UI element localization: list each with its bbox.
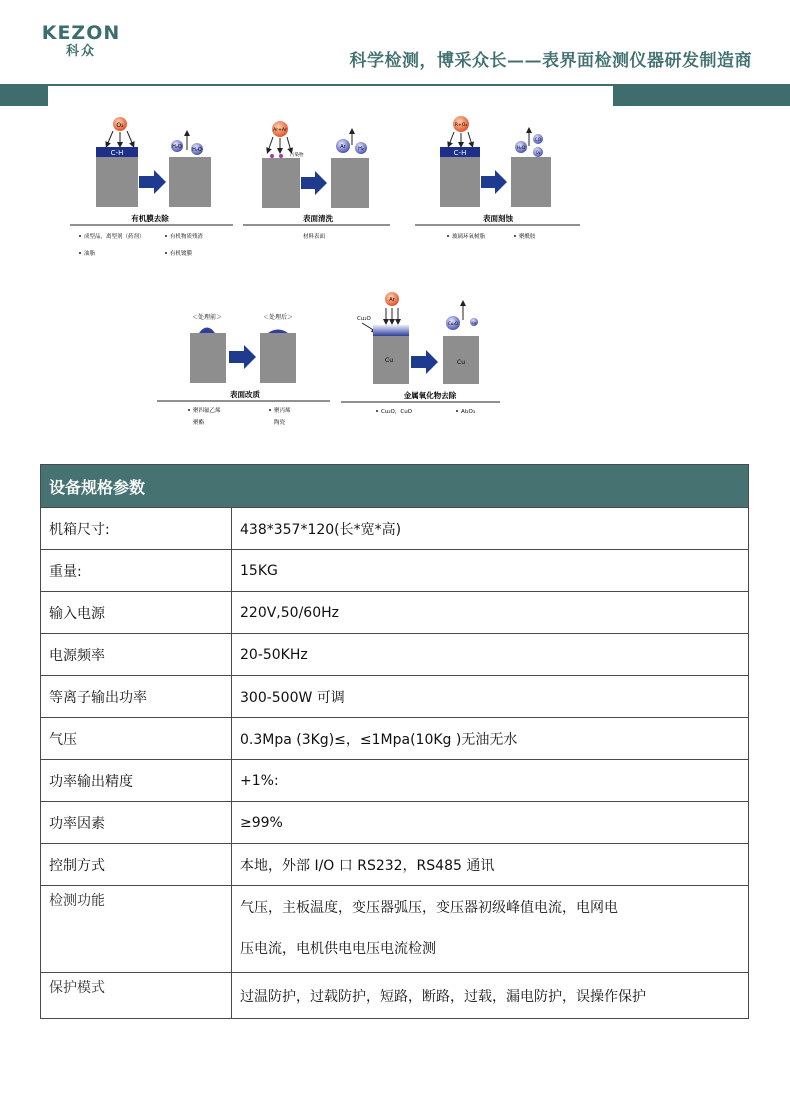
- diagram-item: 聚四氟乙烯: [193, 408, 221, 414]
- diagram-organic-film-removal: [70, 117, 233, 257]
- plasma-process-diagrams: [0, 0, 790, 440]
- spec-header-row: [41, 465, 749, 508]
- diagram-surface-cleaning: [243, 121, 390, 240]
- molecule-label: O₂: [535, 150, 541, 155]
- diagram-item: 有机镀膜: [170, 251, 193, 257]
- layer-label: C-H: [453, 149, 467, 157]
- spec-label: 气压: [41, 718, 232, 760]
- diagram-item: 材料表面: [303, 234, 326, 240]
- molecule-label: H₂O: [516, 146, 526, 151]
- metal-label: Cu: [457, 359, 465, 366]
- spec-label: 电源频率: [41, 634, 232, 676]
- table-row: [41, 550, 749, 592]
- diagram-item: 成型品，离型剂（药剂）: [84, 234, 145, 240]
- diagram-item: 聚酰胺: [519, 234, 536, 240]
- spec-label: 保护模式: [41, 973, 232, 1019]
- layer-label: C-H: [110, 149, 124, 157]
- molecule-label: Ar+Ar: [273, 128, 287, 133]
- droplet-icon: [268, 330, 288, 334]
- substrate-block: [440, 157, 480, 207]
- logo-chinese: 科众: [65, 44, 96, 59]
- table-row: [41, 718, 749, 760]
- substrate-block: [331, 158, 369, 208]
- after-label: ＜处理后＞: [262, 314, 294, 321]
- diagram-title: 金属氧化物去除: [403, 391, 457, 400]
- spec-table: [40, 464, 749, 1019]
- process-arrow-icon: [411, 350, 438, 374]
- substrate-block: [169, 157, 211, 207]
- diagram-item: 玻璃环氧树脂: [452, 234, 486, 240]
- logo-english: KEZON: [41, 22, 121, 44]
- table-row: [41, 973, 749, 1019]
- molecule-label: R+O₂: [454, 123, 468, 128]
- spec-value: 438*357*120(长*宽*高): [232, 508, 749, 550]
- table-row: [41, 844, 749, 886]
- table-row: [41, 592, 749, 634]
- table-row: [41, 508, 749, 550]
- molecule-label: Cu: [471, 321, 477, 325]
- diagram-surface-modification: [157, 313, 330, 426]
- oxide-label: Cu₂O: [357, 316, 371, 322]
- diagram-item: Cu₂O，CuO: [381, 409, 413, 415]
- spec-value-line: 气压，主板温度，变压器弧压，变压器初级峰值电流，电网电: [240, 900, 618, 916]
- spec-value: 20-50KHz: [232, 634, 749, 676]
- substrate-block: [96, 157, 138, 207]
- process-arrow-icon: [301, 171, 327, 195]
- substrate-block: [262, 158, 300, 208]
- contaminant-label: 污染物: [290, 153, 304, 158]
- spec-value: +1%:: [232, 760, 749, 802]
- molecule-label: O₂: [116, 122, 124, 129]
- slogan: 科学检测，博采众长——表界面检测仪器研发制造商: [349, 51, 752, 71]
- table-row: [41, 676, 749, 718]
- diagram-title: 表面改质: [230, 390, 260, 399]
- diagram-item: 聚酯: [193, 420, 205, 426]
- molecule-label: CO: [535, 137, 541, 142]
- spec-label: 等离子输出功率: [41, 676, 232, 718]
- diagram-title: 有机膜去除: [131, 214, 169, 223]
- diagram-surface-etching: [415, 116, 580, 240]
- spec-value: ≥99%: [232, 802, 749, 844]
- molecule-label: Ar: [340, 144, 346, 150]
- spec-value: 本地，外部 I/O 口 RS232，RS485 通讯: [232, 844, 749, 886]
- metal-label: Cu: [385, 357, 393, 364]
- process-arrow-icon: [139, 170, 166, 194]
- spec-value: 过温防护，过载防护，短路，断路，过载，漏电防护，误操作保护: [232, 973, 749, 1019]
- table-row: [41, 760, 749, 802]
- process-arrow-icon: [229, 345, 256, 369]
- oxide-layer: [373, 325, 409, 336]
- spec-label: 机箱尺寸:: [41, 508, 232, 550]
- diagram-item: 有机物质残渣: [170, 234, 204, 240]
- spec-label: 检测功能: [41, 886, 232, 973]
- spec-label: 控制方式: [41, 844, 232, 886]
- table-row: [41, 634, 749, 676]
- molecule-label: Ar: [389, 297, 395, 303]
- spec-value-line: 压电流，电机供电电压电流检测: [240, 941, 436, 957]
- spec-value-multiline: [232, 886, 749, 973]
- substrate-block: [260, 333, 296, 383]
- table-row: [41, 802, 749, 844]
- diagram-metal-oxide-removal: [341, 292, 500, 415]
- before-label: ＜处理前＞: [191, 314, 223, 321]
- spec-label: 重量:: [41, 550, 232, 592]
- molecule-label: Cu₂O: [447, 321, 459, 326]
- diagram-item: 油脂: [84, 251, 96, 257]
- process-arrow-icon: [481, 170, 507, 194]
- diagram-title: 表面刻蚀: [483, 214, 513, 223]
- substrate-block: [190, 333, 226, 383]
- substrate-block: [511, 157, 551, 207]
- molecule-label: H₂: [358, 146, 364, 152]
- spec-value: 15KG: [232, 550, 749, 592]
- diagram-item: 聚丙烯: [274, 408, 291, 414]
- spec-label: 输入电源: [41, 592, 232, 634]
- spec-label: 功率因素: [41, 802, 232, 844]
- spec-value: 300-500W 可调: [232, 676, 749, 718]
- spec-title: 设备规格参数: [41, 465, 749, 508]
- molecule-label: H₂O: [192, 147, 202, 153]
- spec-label: 功率输出精度: [41, 760, 232, 802]
- spec-value: 220V,50/60Hz: [232, 592, 749, 634]
- diagram-item: Al₂O₃: [461, 409, 476, 415]
- molecule-label: H₂O: [172, 144, 182, 150]
- droplet-icon: [199, 328, 215, 334]
- diagram-item: 陶瓷: [274, 420, 286, 426]
- spec-value: 0.3Mpa (3Kg)≤，≤1Mpa(10Kg )无油无水: [232, 718, 749, 760]
- table-row: [41, 886, 749, 973]
- diagram-title: 表面清洗: [303, 214, 333, 223]
